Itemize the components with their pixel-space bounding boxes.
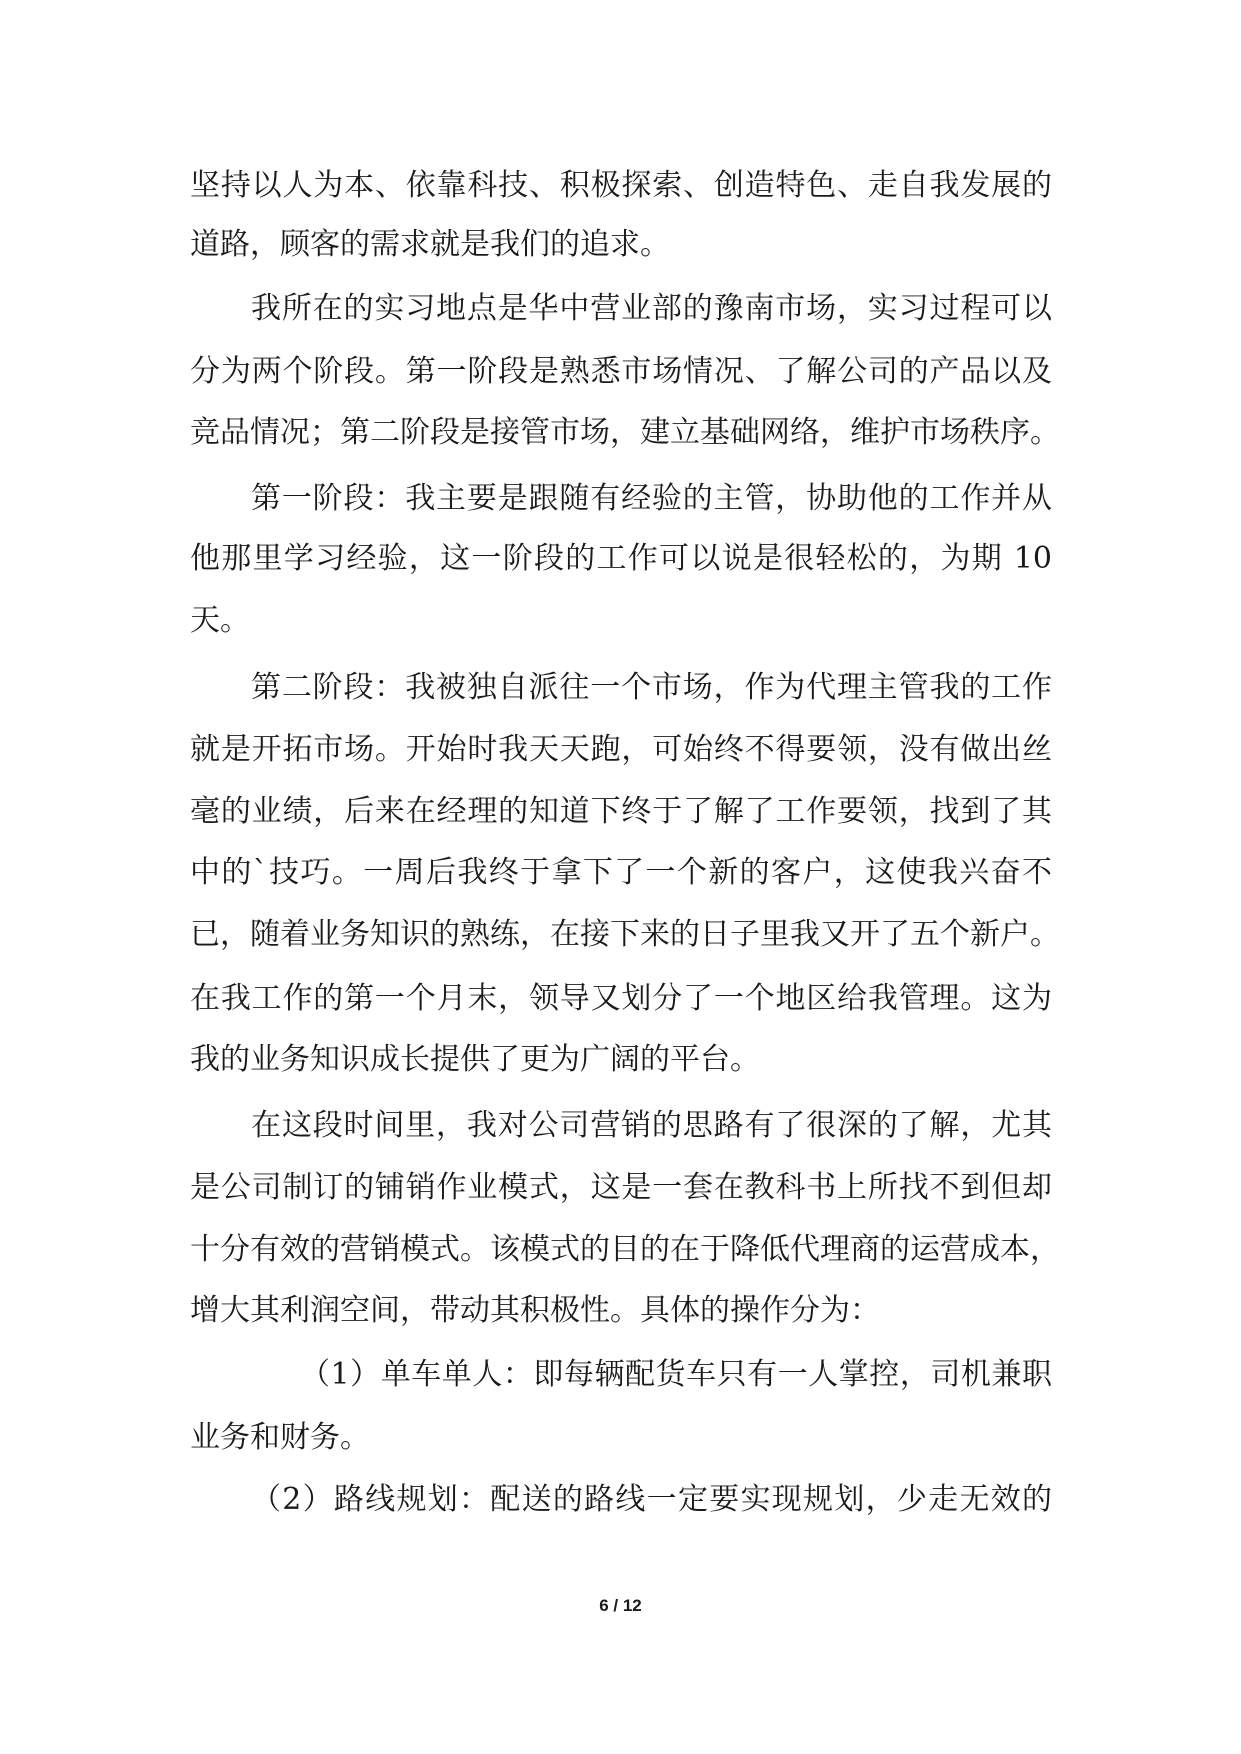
text-line: 是公司制订的铺销作业模式，这是一套在教科书上所找不到但却 <box>190 1170 1052 1205</box>
paragraph-first-line: 第二阶段：我被独自派往一个市场，作为代理主管我的工作 <box>251 670 1052 705</box>
paragraph-first-line: 我所在的实习地点是华中营业部的豫南市场，实习过程可以 <box>251 291 1052 326</box>
text-line: 我的业务知识成长提供了更为广阔的平台。 <box>190 1042 760 1077</box>
paragraph-first-line: 第一阶段：我主要是跟随有经验的主管，协助他的工作并从 <box>251 481 1052 516</box>
paragraph-first-line: 在这段时间里，我对公司营销的思路有了很深的了解，尤其 <box>251 1108 1052 1143</box>
text-line: 中的`技巧。一周后我终于拿下了一个新的客户，这使我兴奋不 <box>190 855 1052 890</box>
list-item-first-line: （1）单车单人：即每辆配货车只有一人掌控，司机兼职 <box>300 1357 1052 1392</box>
text-line: 道路，顾客的需求就是我们的追求。 <box>190 227 670 262</box>
text-line: 坚持以人为本、依靠科技、积极探索、创造特色、走自我发展的 <box>190 168 1052 203</box>
text-line: 在我工作的第一个月末，领导又划分了一个地区给我管理。这为 <box>190 981 1052 1016</box>
text-line: 已，随着业务知识的熟练，在接下来的日子里我又开了五个新户。 <box>190 917 1060 952</box>
text-line: 十分有效的营销模式。该模式的目的在于降低代理商的运营成本， <box>190 1232 1060 1267</box>
text-line: 业务和财务。 <box>190 1420 370 1455</box>
text-line: 增大其利润空间，带动其积极性。具体的操作分为： <box>190 1293 880 1328</box>
text-line: 竞品情况；第二阶段是接管市场，建立基础网络，维护市场秩序。 <box>190 415 1060 450</box>
text-line: 毫的业绩，后来在经理的知道下终于了解了工作要领，找到了其 <box>190 794 1052 829</box>
text-line: 天。 <box>190 603 250 638</box>
text-line: 分为两个阶段。第一阶段是熟悉市场情况、了解公司的产品以及 <box>190 354 1052 389</box>
list-item-first-line: （2）路线规划：配送的路线一定要实现规划，少走无效的 <box>251 1482 1052 1517</box>
text-line: 他那里学习经验，这一阶段的工作可以说是很轻松的，为期 10 <box>190 541 1052 576</box>
text-line: 就是开拓市场。开始时我天天跑，可始终不得要领，没有做出丝 <box>190 732 1052 767</box>
page-number: 6 / 12 <box>599 1596 642 1615</box>
